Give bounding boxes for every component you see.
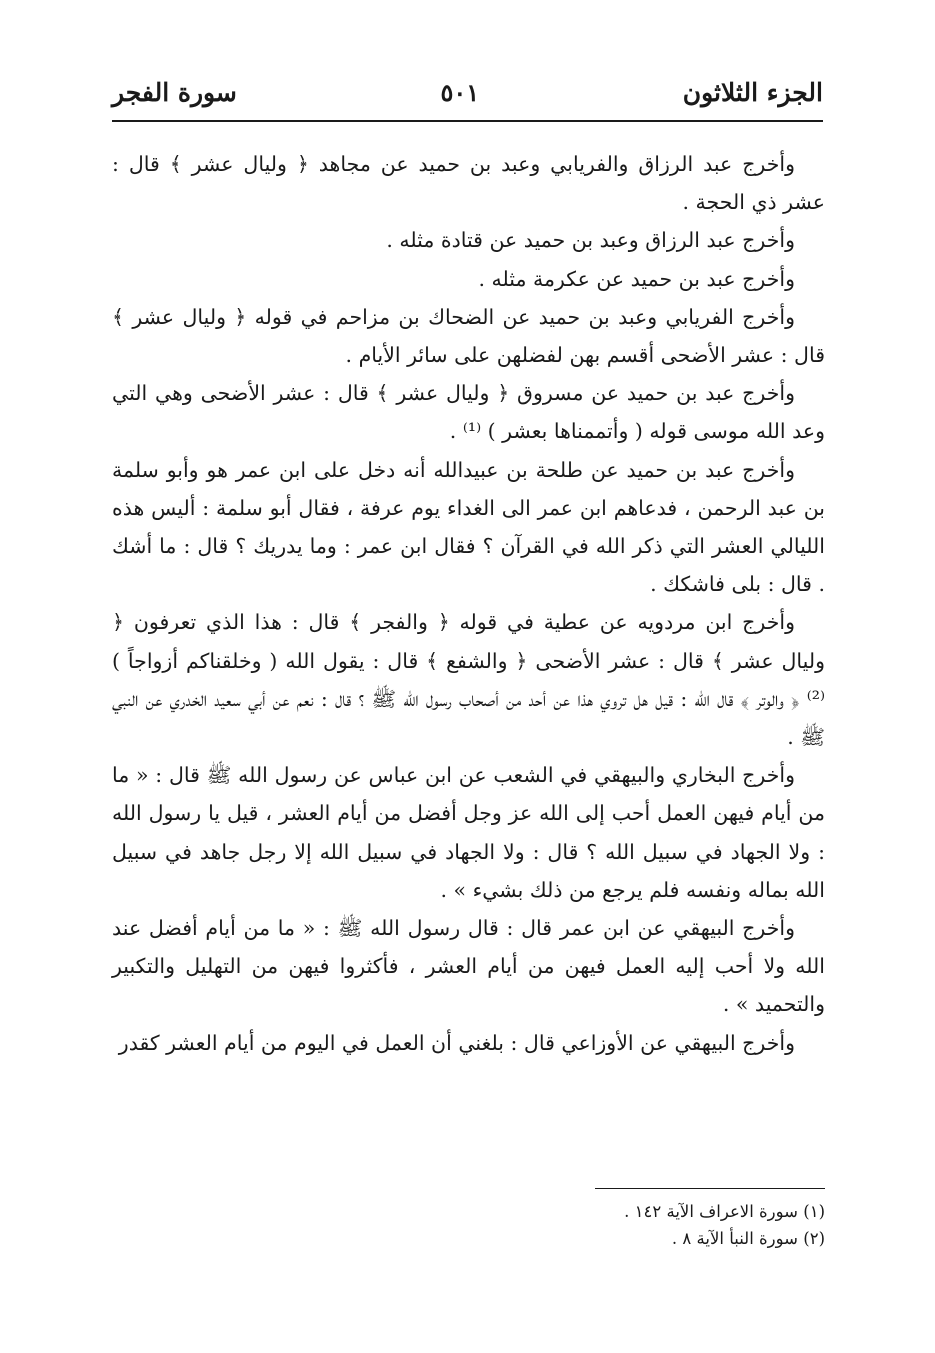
- paragraph: وأخرج عبد الرزاق والفريابي وعبد بن حميد عن مجاهد ﴿ وليال عشر ﴾ قال : عشر ذي الحجة .: [112, 152, 825, 215]
- page-number: ٥٠١: [440, 77, 480, 107]
- paragraph: وأخرج عبد الرزاق وعبد بن حميد عن قتادة مثله .: [386, 228, 795, 253]
- paragraph: وأخرج البيهقي عن الأوزاعي قال : بلغني أن العمل في اليوم من أيام العشر كقدر: [118, 1030, 795, 1055]
- footnote-1: (١) سورة الاعراف الآية ١٤٢ .: [624, 1202, 825, 1221]
- paragraph: وأخرج عبد بن حميد عن طلحة بن عبيدالله أنه دخل على ابن عمر هو وأبو سلمة بن عبد الرحمن ، فدعاهم ابن عمر الى الغداء يوم عرفة ، فقال أبو سلمة : أليس هذه الليالي العشر التي ذكر الله في القرآن ؟ فقال ابن عمر : وما يدريك ؟ قال : ما أشك . قال : بلى فاشكك .: [112, 457, 825, 597]
- footnote-2: (٢) سورة النبأ الآية ٨ .: [671, 1229, 825, 1248]
- footnote-divider: [595, 1188, 825, 1189]
- paragraph: وأخرج عبد بن حميد عن عكرمة مثله .: [478, 266, 795, 291]
- paragraph: وأخرج البخاري والبيهقي في الشعب عن ابن عباس عن رسول الله ﷺ قال : « ما من أيام فيهن العمل أحب إلى الله عز وجل أفضل من أيام العشر ، قيل يا رسول الله : ولا الجهاد في سبيل الله ؟ قال : ولا الجهاد في سبيل الله إلا رجل جاهد في سبيل الله بماله ونفسه فلم يرجع من ذلك بشيء » .: [112, 763, 825, 902]
- main-text: [112, 145, 825, 1062]
- surah-title: سورة الفجر: [112, 77, 237, 107]
- page-header: [112, 68, 823, 116]
- paragraph: وأخرج ابن مردويه عن عطية في قوله ﴿ والفجر ﴾ قال : هذا الذي تعرفون ﴿ وليال عشر ﴾ قال : عشر الأضحى ﴿ والشفع ﴾ قال : يقول الله ( وخلقناكم أزواجاً ) ⁽²⁾ ﴿ والوتر ﴾ قال الله : قيل هل تروي هذا عن أحد من أصحاب رسول الله ﷺ ؟ قال : نعم عن أبي سعيد الخدري عن النبي ﷺ .: [112, 610, 825, 750]
- footnotes: [112, 1198, 825, 1252]
- header-divider: [112, 120, 823, 122]
- paragraph: وأخرج البيهقي عن ابن عمر قال : قال رسول الله ﷺ : « ما من أيام أفضل عند الله ولا أحب إليه العمل فيهن من أيام العشر ، فأكثروا فيهن من التهليل والتكبير والتحميد » .: [112, 916, 825, 1017]
- part-title: الجزء الثلاثون: [682, 77, 823, 107]
- paragraph: وأخرج عبد بن حميد عن مسروق ﴿ وليال عشر ﴾ قال : عشر الأضحى وهي التي وعد الله موسى قوله ( وأتممناها بعشر ) ⁽¹⁾ .: [112, 381, 825, 444]
- paragraph: وأخرج الفريابي وعبد بن حميد عن الضحاك بن مزاحم في قوله ﴿ وليال عشر ﴾ قال : عشر الأضحى أقسم بهن لفضلهن على سائر الأيام .: [112, 304, 825, 368]
